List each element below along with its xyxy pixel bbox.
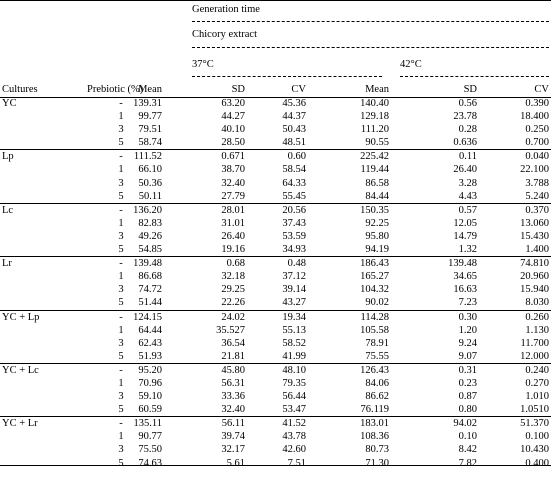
mean-37-cell: 135.11 [133,418,162,430]
cv-37-cell: 7.51 [287,457,306,469]
cv-37-cell: 79.35 [282,377,306,389]
cv-42-cell: 1.400 [525,244,549,256]
sd-42-cell: 26.40 [453,164,477,176]
prebiotic-cell: 3 [118,124,124,136]
mean-42-cell: 84.06 [365,377,389,389]
prebiotic-cell: 5 [118,404,124,416]
cv-42-cell: 1.0510 [520,404,549,416]
mean-42-cell: 105.58 [360,324,389,336]
cv-42-cell: 74.810 [520,258,549,270]
table-row [0,177,551,190]
prebiotic-cell: 3 [118,284,124,296]
table-row [0,377,551,390]
prebiotic-cell: 1 [118,164,124,176]
sd-42-cell: 0.80 [458,404,477,416]
cv-42-cell: 11.700 [520,337,549,349]
chicory-extract-rule [192,47,549,48]
cv-42-cell: 0.400 [525,457,549,469]
mean-42-cell: 114.28 [360,311,389,323]
prebiotic-cell: 5 [118,350,124,362]
temp-42-header: 42°C [400,59,422,70]
cv-37-cell: 42.60 [282,444,306,456]
table-top-rule [0,0,551,1]
table-row [0,136,551,149]
cv-37-cell: 50.43 [282,124,306,136]
cv-42-cell: 0.390 [525,98,549,109]
mean-37-cell: 124.15 [133,311,162,323]
prebiotic-cell: 3 [118,230,124,242]
sd-37-cell: 56.11 [221,418,245,430]
table-row [0,256,551,270]
mean-37-cell: 79.51 [138,124,162,136]
table-row [0,350,551,363]
sd-37-cell: 45.80 [221,364,245,376]
cv-37-cell: 53.59 [282,230,306,242]
mean-42-cell: 92.25 [365,217,389,229]
prebiotic-cell: - [119,204,123,216]
sd-37-cell: 44.27 [221,111,245,123]
mean-42-cell: 76.119 [360,404,389,416]
table-row [0,97,551,110]
mean-42-cell: 75.55 [365,350,389,362]
prebiotic-cell: 5 [118,190,124,202]
prebiotic-cell: 3 [118,444,124,456]
mean-42-cell: 225.42 [360,151,389,163]
sd-42-cell: 12.05 [453,217,477,229]
cv-42-cell: 51.370 [520,418,549,430]
table-row [0,390,551,403]
temp-42-rule [400,76,549,77]
mean-37-cell: 62.43 [138,337,162,349]
table-row [0,363,551,377]
prebiotic-cell: - [119,311,123,323]
cv-42-cell: 0.270 [525,377,549,389]
sd-42-cell: 23.78 [453,111,477,123]
sd-37-cell: 63.20 [221,98,245,109]
table-row [0,296,551,309]
mean-37-cell: 66.10 [138,164,162,176]
mean-37-cell: 75.50 [138,444,162,456]
cv-37-cell: 55.13 [282,324,306,336]
sd-37-cell: 35.527 [216,324,245,336]
cv-37-cell: 37.43 [282,217,306,229]
table-row [0,430,551,443]
table-row [0,270,551,283]
sd-37-cell: 29.25 [221,284,245,296]
cv-37-cell: 19.34 [282,311,306,323]
temp-37-rule [192,76,382,77]
sd-37-cell: 32.18 [221,271,245,283]
sd-37-cell: 28.50 [221,137,245,149]
mean-37-cell: 74.72 [138,284,162,296]
mean-42-cell: 104.32 [360,284,389,296]
table-row [0,163,551,176]
cv-37-cell: 58.52 [282,337,306,349]
cv-42-cell: 22.100 [520,164,549,176]
sd-37-cell: 40.10 [221,124,245,136]
sd-42-column-header: SD [463,84,477,95]
sd-42-cell: 0.11 [459,151,477,163]
mean-37-cell: 60.59 [138,404,162,416]
mean-42-cell: 90.02 [365,297,389,309]
table-row [0,203,551,217]
sd-42-cell: 14.79 [453,230,477,242]
table-bottom-rule [0,465,551,466]
cv-42-cell: 0.370 [525,204,549,216]
table-row [0,110,551,123]
mean-37-cell: 139.31 [133,98,162,109]
table-row [0,243,551,256]
table-row [0,457,551,470]
cv-42-cell: 3.788 [525,177,549,189]
cv-37-cell: 0.48 [287,258,306,270]
prebiotic-cell: 3 [118,391,124,403]
sd-37-cell: 26.40 [221,230,245,242]
mean-37-cell: 50.36 [138,177,162,189]
sd-42-cell: 9.24 [458,337,477,349]
sd-42-cell: 0.57 [458,204,477,216]
cv-37-cell: 48.10 [282,364,306,376]
culture-cell: Lp [2,151,14,163]
table-body [0,97,551,470]
mean-37-column-header: Mean [138,84,162,95]
culture-cell: YC + Lr [2,418,38,430]
prebiotic-cell: - [119,418,123,430]
sd-42-cell: 9.07 [458,350,477,362]
cv-42-cell: 8.030 [525,297,549,309]
culture-cell: Lr [2,258,12,270]
sd-37-cell: 32.40 [221,177,245,189]
prebiotic-cell: 1 [118,431,124,443]
chicory-extract-header: Chicory extract [192,29,258,40]
cv-37-cell: 48.51 [282,137,306,149]
cv-42-cell: 15.430 [520,230,549,242]
cv-37-cell: 45.36 [282,98,306,109]
prebiotic-cell: 3 [118,177,124,189]
sd-42-cell: 94.02 [453,418,477,430]
mean-37-cell: 74.63 [138,457,162,469]
cv-37-cell: 56.44 [282,391,306,403]
table-row [0,324,551,337]
mean-42-cell: 84.44 [365,190,389,202]
cv-42-cell: 20.960 [520,271,549,283]
mean-42-column-header: Mean [365,84,389,95]
table-row [0,217,551,230]
mean-42-cell: 71.30 [365,457,389,469]
sd-42-cell: 1.32 [458,244,477,256]
culture-cell: YC + Lp [2,311,40,323]
mean-37-cell: 50.11 [138,190,162,202]
cv-37-cell: 41.52 [282,418,306,430]
mean-37-cell: 99.77 [138,111,162,123]
mean-37-cell: 59.10 [138,391,162,403]
prebiotic-cell: - [119,98,123,109]
mean-42-cell: 186.43 [360,258,389,270]
cultures-column-header: Cultures [2,84,38,95]
sd-42-cell: 7.23 [458,297,477,309]
sd-37-cell: 28.01 [221,204,245,216]
mean-42-cell: 86.58 [365,177,389,189]
table-row [0,443,551,456]
sd-37-cell: 31.01 [221,217,245,229]
mean-37-cell: 51.44 [138,297,162,309]
mean-42-cell: 126.43 [360,364,389,376]
mean-37-cell: 64.44 [138,324,162,336]
cv-37-cell: 34.93 [282,244,306,256]
sd-37-cell: 32.17 [221,444,245,456]
sd-37-cell: 21.81 [221,350,245,362]
mean-37-cell: 58.74 [138,137,162,149]
prebiotic-cell: 1 [118,271,124,283]
mean-42-cell: 111.20 [360,124,389,136]
sd-37-cell: 39.74 [221,431,245,443]
prebiotic-cell: 1 [118,377,124,389]
sd-37-cell: 24.02 [221,311,245,323]
sd-42-cell: 0.87 [458,391,477,403]
prebiotic-cell: 1 [118,217,124,229]
culture-cell: YC + Lc [2,364,39,376]
sd-37-cell: 36.54 [221,337,245,349]
culture-cell: YC [2,98,17,109]
mean-37-cell: 54.85 [138,244,162,256]
sd-37-cell: 19.16 [221,244,245,256]
cv-37-column-header: CV [291,84,306,95]
prebiotic-cell: 1 [118,111,124,123]
mean-42-cell: 183.01 [360,418,389,430]
prebiotic-cell: - [119,364,123,376]
cv-42-cell: 18.400 [520,111,549,123]
prebiotic-cell: - [119,258,123,270]
sd-42-cell: 139.48 [448,258,477,270]
sd-37-cell: 5.61 [226,457,245,469]
sd-37-cell: 22.26 [221,297,245,309]
prebiotic-column-header: Prebiotic (%) [87,84,144,95]
prebiotic-cell: 5 [118,457,124,469]
cv-42-cell: 0.100 [525,431,549,443]
mean-37-cell: 136.20 [133,204,162,216]
generation-time-header: Generation time [192,4,260,15]
mean-37-cell: 111.52 [133,151,162,163]
cv-37-cell: 41.99 [282,350,306,362]
table-row [0,416,551,430]
sd-37-cell: 0.671 [221,151,245,163]
sd-42-cell: 0.10 [458,431,477,443]
mean-37-cell: 90.77 [138,431,162,443]
cv-42-cell: 10.430 [520,444,549,456]
sd-42-cell: 16.63 [453,284,477,296]
cv-42-cell: 0.260 [525,311,549,323]
mean-42-cell: 80.73 [365,444,389,456]
mean-42-cell: 95.80 [365,230,389,242]
cv-42-cell: 13.060 [520,217,549,229]
cv-42-cell: 0.700 [525,137,549,149]
sd-42-cell: 3.28 [458,177,477,189]
mean-37-cell: 70.96 [138,377,162,389]
mean-37-cell: 49.26 [138,230,162,242]
cv-37-cell: 53.47 [282,404,306,416]
cv-42-cell: 12.000 [520,350,549,362]
cv-37-cell: 39.14 [282,284,306,296]
mean-42-cell: 119.44 [360,164,389,176]
mean-42-cell: 94.19 [365,244,389,256]
cv-37-cell: 0.60 [287,151,306,163]
cv-37-cell: 37.12 [282,271,306,283]
sd-37-cell: 56.31 [221,377,245,389]
mean-42-cell: 129.18 [360,111,389,123]
cv-37-cell: 64.33 [282,177,306,189]
table-row [0,310,551,324]
table-row [0,149,551,163]
cv-42-cell: 1.010 [525,391,549,403]
cv-37-cell: 43.27 [282,297,306,309]
cv-37-cell: 58.54 [282,164,306,176]
sd-42-cell: 0.30 [458,311,477,323]
mean-42-cell: 150.35 [360,204,389,216]
sd-42-cell: 4.43 [458,190,477,202]
sd-37-column-header: SD [231,84,245,95]
sd-42-cell: 7.82 [458,457,477,469]
prebiotic-cell: 5 [118,297,124,309]
mean-37-cell: 82.83 [138,217,162,229]
temp-37-header: 37°C [192,59,214,70]
sd-42-cell: 8.42 [458,444,477,456]
mean-42-cell: 78.91 [365,337,389,349]
sd-42-cell: 0.31 [458,364,477,376]
sd-37-cell: 32.40 [221,404,245,416]
cv-42-column-header: CV [534,84,549,95]
sd-37-cell: 27.79 [221,190,245,202]
prebiotic-cell: - [119,151,123,163]
table-row [0,230,551,243]
cv-37-cell: 43.78 [282,431,306,443]
mean-37-cell: 139.48 [133,258,162,270]
cv-42-cell: 0.040 [525,151,549,163]
cv-42-cell: 1.130 [525,324,549,336]
generation-time-rule [192,21,549,22]
sd-37-cell: 0.68 [226,258,245,270]
table-row [0,190,551,203]
mean-37-cell: 95.20 [138,364,162,376]
prebiotic-cell: 5 [118,137,124,149]
cv-37-cell: 55.45 [282,190,306,202]
culture-cell: Lc [2,204,14,216]
sd-37-cell: 38.70 [221,164,245,176]
table-row [0,337,551,350]
cv-42-cell: 0.250 [525,124,549,136]
cv-37-cell: 44.37 [282,111,306,123]
table-row [0,403,551,416]
mean-42-cell: 108.36 [360,431,389,443]
prebiotic-cell: 3 [118,337,124,349]
mean-37-cell: 51.93 [138,350,162,362]
cv-42-cell: 0.240 [525,364,549,376]
sd-42-cell: 0.28 [458,124,477,136]
sd-37-cell: 33.36 [221,391,245,403]
cv-42-cell: 15.940 [520,284,549,296]
mean-42-cell: 140.40 [360,98,389,109]
mean-37-cell: 86.68 [138,271,162,283]
sd-42-cell: 0.636 [453,137,477,149]
table-row [0,283,551,296]
mean-42-cell: 86.62 [365,391,389,403]
sd-42-cell: 0.56 [458,98,477,109]
prebiotic-cell: 5 [118,244,124,256]
cv-37-cell: 20.56 [282,204,306,216]
table-row [0,123,551,136]
mean-42-cell: 165.27 [360,271,389,283]
sd-42-cell: 0.23 [458,377,477,389]
sd-42-cell: 1.20 [458,324,477,336]
cv-42-cell: 5.240 [525,190,549,202]
mean-42-cell: 90.55 [365,137,389,149]
sd-42-cell: 34.65 [453,271,477,283]
prebiotic-cell: 1 [118,324,124,336]
